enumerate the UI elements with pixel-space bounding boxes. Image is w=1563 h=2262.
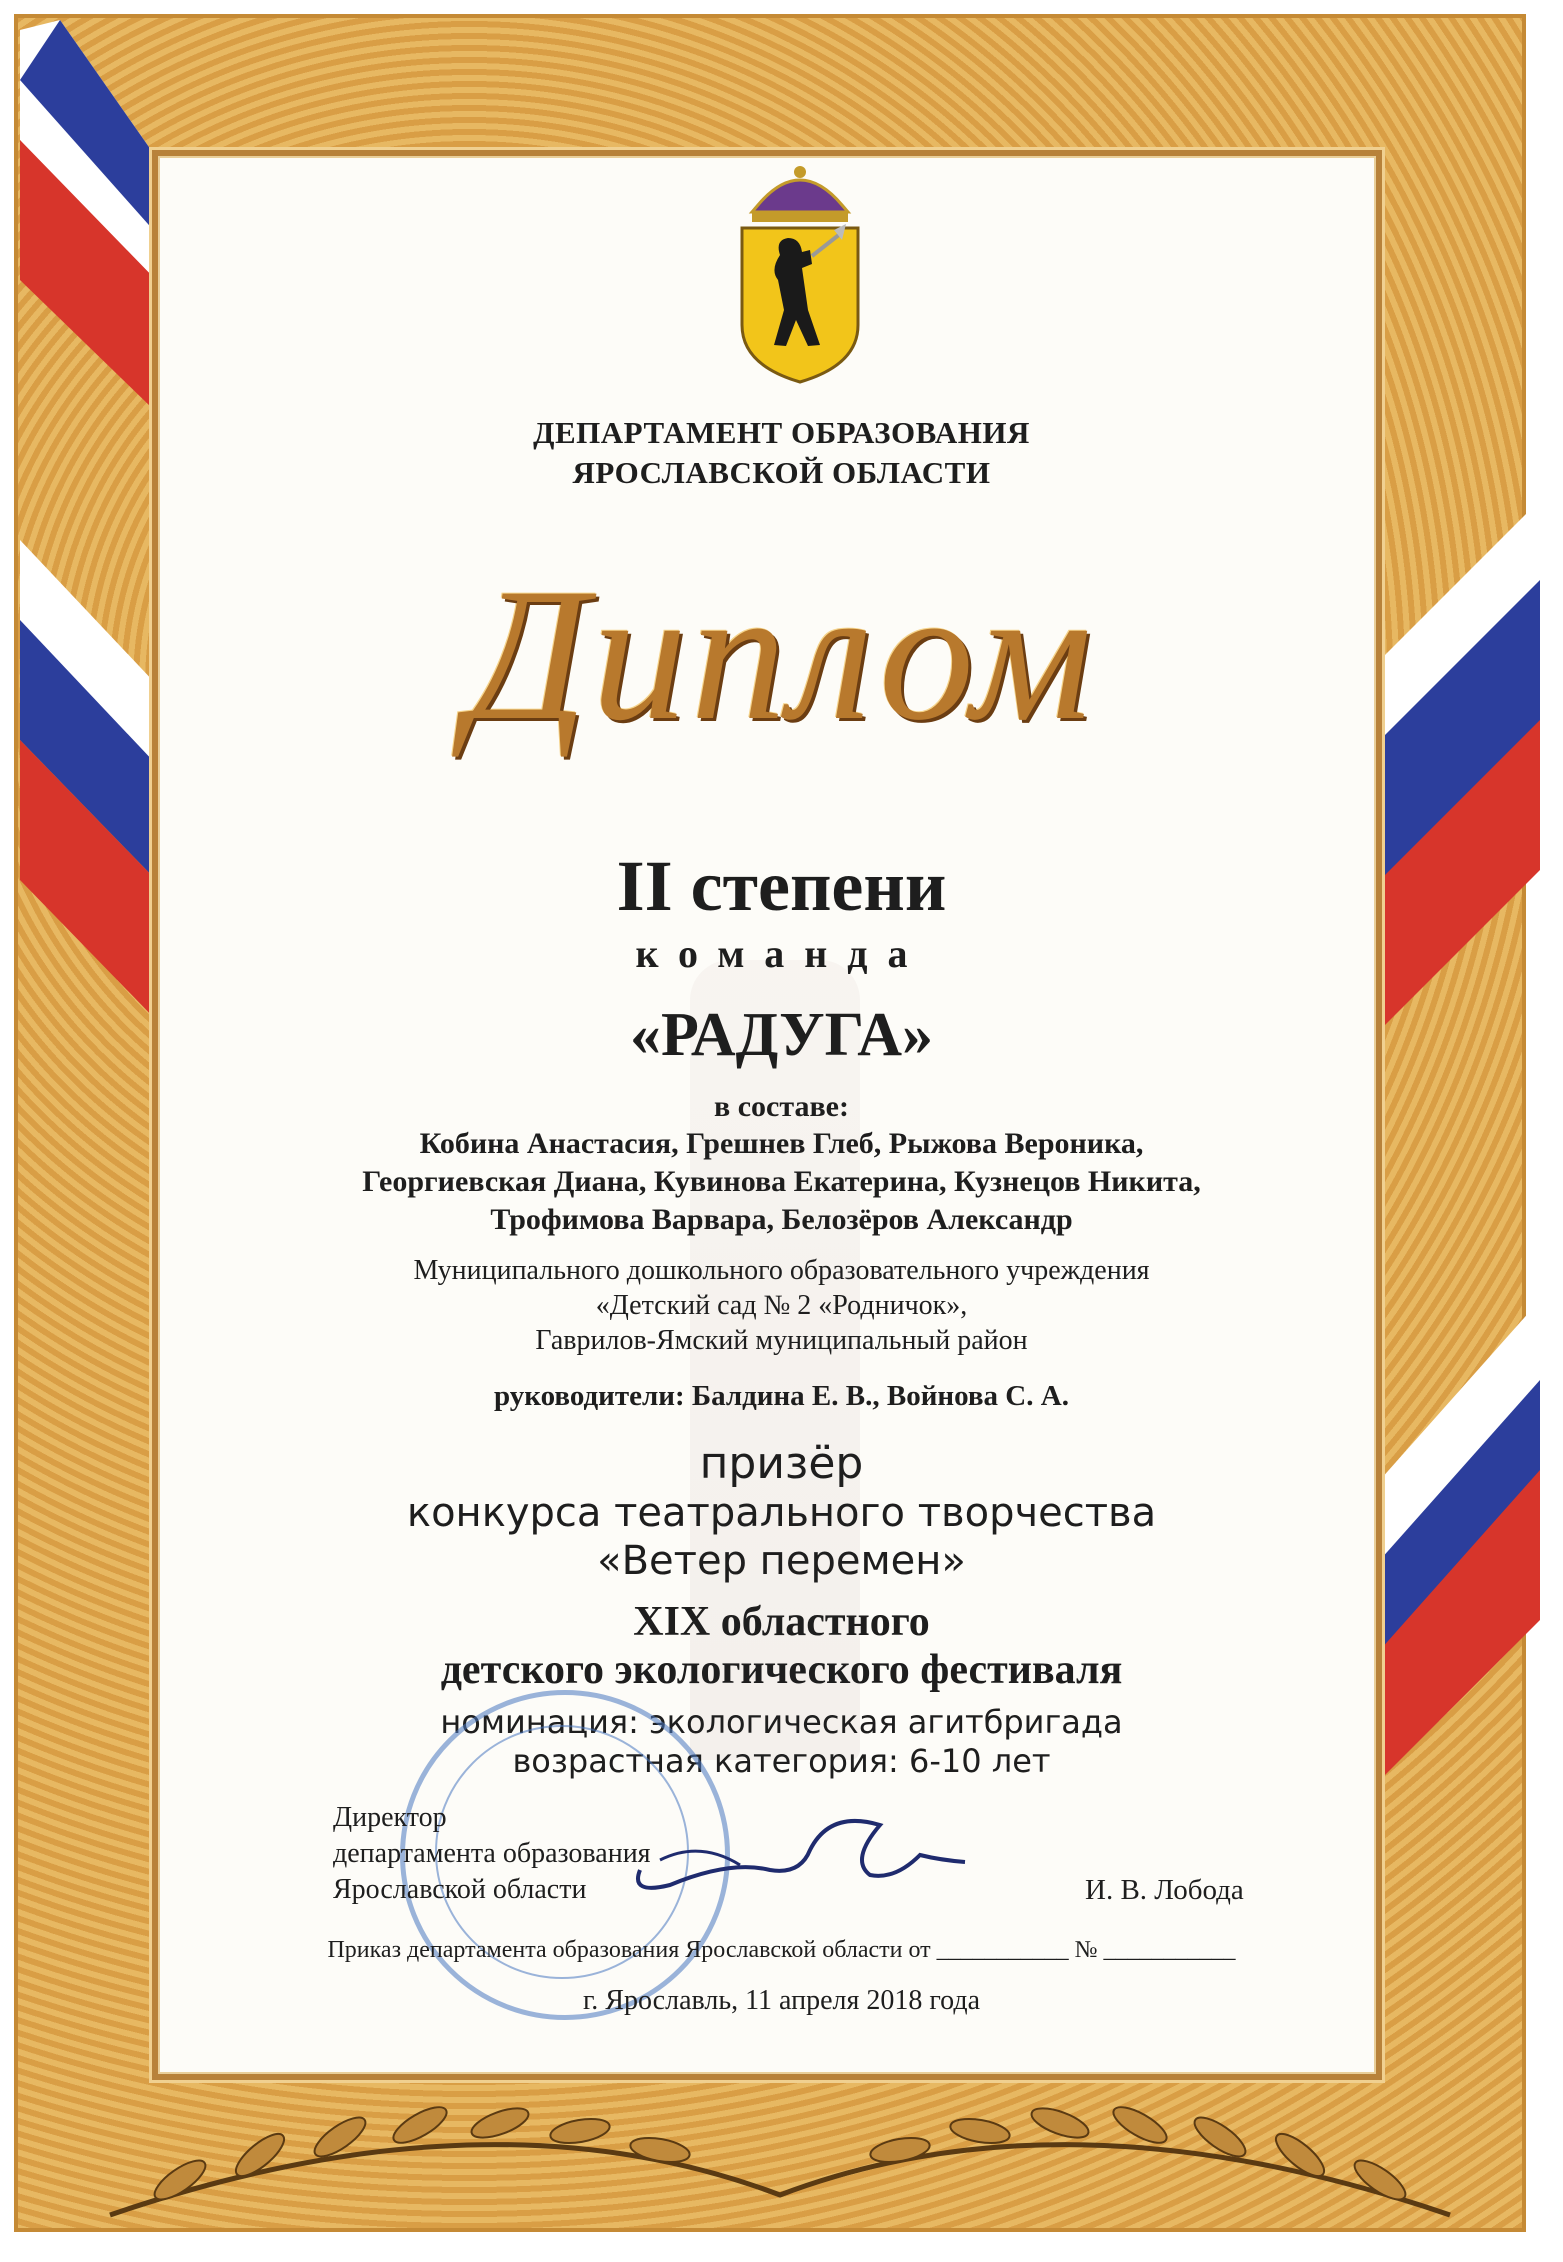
contest-line-1: конкурса театрального творчества [406, 1490, 1157, 1536]
team-label: команда [635, 931, 928, 976]
age-category: возрастная категория: 6-10 лет [512, 1742, 1051, 1780]
place-date: г. Ярославль, 11 апреля 2018 года [582, 1985, 981, 2016]
institution-line-1: Муниципального дошкольного образовательного учреждения [413, 1255, 1150, 1286]
members-line-2: Георгиевская Диана, Кувинова Екатерина, Кузнецов Никита, [362, 1165, 1201, 1198]
signatory-title-3: Ярославской области [333, 1874, 587, 1905]
award: призёр [699, 1438, 864, 1489]
signatory-name: И. В. Лобода [1085, 1874, 1244, 1906]
members-line-3: Трофимова Варвара, Белозёров Александр [490, 1203, 1073, 1236]
nomination: номинация: экологическая агитбригада [440, 1703, 1123, 1741]
leaders: руководители: Балдина Е. В., Войнова С. А. [494, 1380, 1069, 1412]
members-line-1: Кобина Анастасия, Грешнев Глеб, Рыжова Вероника, [419, 1127, 1144, 1160]
contest-line-2: «Ветер перемен» [597, 1538, 966, 1584]
diploma-title: Диплом [466, 550, 1097, 760]
members-label: в составе: [714, 1090, 849, 1123]
yaroslavl-coat-of-arms-icon [730, 160, 870, 385]
department-line-2: ЯРОСЛАВСКОЙ ОБЛАСТИ [572, 455, 991, 490]
department-line-1: ДЕПАРТАМЕНТ ОБРАЗОВАНИЯ [533, 415, 1030, 450]
signatory-title-1: Директор [333, 1802, 447, 1833]
signatory-title-2: департамента образования [333, 1838, 651, 1869]
laurel-branch-ornament [90, 2045, 1470, 2235]
institution-line-2: «Детский сад № 2 «Родничок», [595, 1290, 968, 1321]
festival-line-2: детского экологического фестиваля [440, 1647, 1123, 1693]
team-name: «РАДУГА» [629, 1001, 934, 1069]
festival-line-1: XIX областного [633, 1599, 930, 1645]
handwritten-signature [620, 1800, 1000, 1910]
institution-line-3: Гаврилов-Ямский муниципальный район [535, 1325, 1028, 1356]
order-line: Приказ департамента образования Ярославской области от ___________ № ___________ [327, 1937, 1236, 1963]
degree: II степени [616, 846, 947, 926]
